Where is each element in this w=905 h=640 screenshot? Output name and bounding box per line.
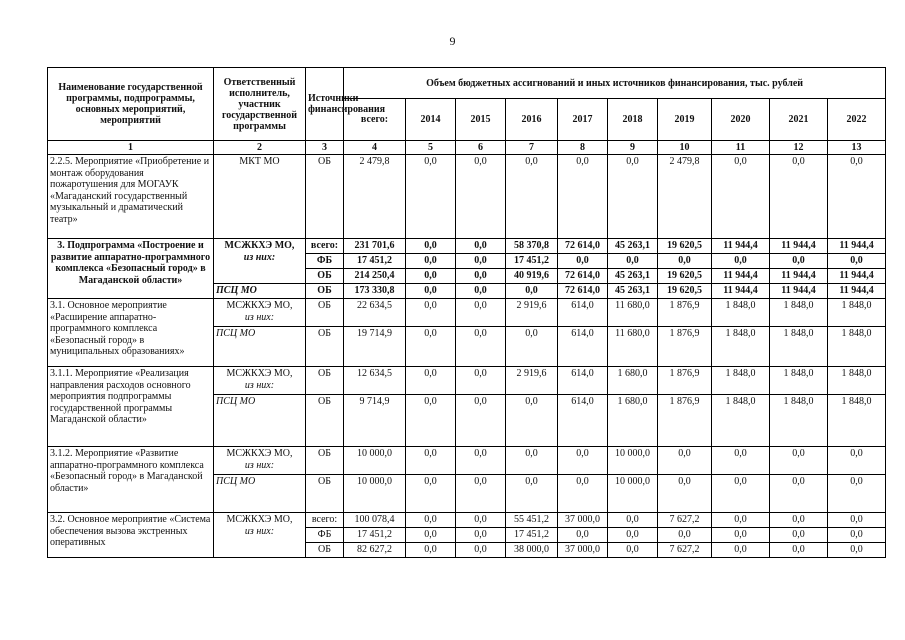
- value-cell: 0,0: [558, 254, 608, 269]
- value-cell: 1 680,0: [608, 367, 658, 395]
- row-source: ФБ: [306, 528, 344, 543]
- value-cell: 10 000,0: [608, 447, 658, 475]
- value-cell: 38 000,0: [506, 543, 558, 558]
- value-cell: 0,0: [608, 528, 658, 543]
- value-cell: 0,0: [456, 528, 506, 543]
- header-year: 2018: [608, 99, 658, 141]
- row-name: 3.2. Основное мероприятие «Система обеспечения вызова экстренных оперативных: [48, 513, 214, 558]
- value-cell: 1 876,9: [658, 395, 712, 447]
- value-cell: 19 620,5: [658, 269, 712, 284]
- value-cell: 0,0: [506, 475, 558, 513]
- value-cell: 0,0: [658, 254, 712, 269]
- page-number: 9: [449, 34, 456, 48]
- row-executor: ПСЦ МО: [214, 475, 306, 513]
- value-cell: 55 451,2: [506, 513, 558, 528]
- value-cell: 37 000,0: [558, 543, 608, 558]
- value-cell: 0,0: [406, 327, 456, 367]
- value-cell: 7 627,2: [658, 543, 712, 558]
- header-year: 2015: [456, 99, 506, 141]
- value-cell: 1 848,0: [770, 395, 828, 447]
- value-cell: 0,0: [406, 367, 456, 395]
- value-cell: 72 614,0: [558, 284, 608, 299]
- header-total: всего:: [344, 99, 406, 141]
- value-cell: 45 263,1: [608, 284, 658, 299]
- value-cell: 0,0: [770, 513, 828, 528]
- value-cell: 0,0: [558, 447, 608, 475]
- column-number: 11: [712, 141, 770, 155]
- row-source: ОБ: [306, 299, 344, 327]
- value-cell: 1 848,0: [828, 299, 886, 327]
- value-cell: 2 479,8: [658, 155, 712, 239]
- value-cell: 1 876,9: [658, 367, 712, 395]
- header-executor: Ответственный исполнитель, участник государственной программы: [214, 68, 306, 141]
- row-name: 2.2.5. Мероприятие «Приобретение и монтаж оборудования пожаротушения для МОГАУК «Магаданский государственный музыкальный и драматический театр»: [48, 155, 214, 239]
- value-cell: 2 919,6: [506, 299, 558, 327]
- value-cell: 0,0: [828, 543, 886, 558]
- value-cell: 1 848,0: [828, 367, 886, 395]
- header-year: 2020: [712, 99, 770, 141]
- executor-sub: из них:: [243, 251, 276, 263]
- row-name: 3.1. Основное мероприятие «Расширение аппаратно-программного комплекса «Безопасный город» в муниципальных образованиях»: [48, 299, 214, 367]
- header-row: [48, 68, 886, 99]
- value-cell: 1 876,9: [658, 299, 712, 327]
- value-cell: 7 627,2: [658, 513, 712, 528]
- value-cell: 11 944,4: [770, 269, 828, 284]
- value-cell: 19 620,5: [658, 239, 712, 254]
- row-source: ФБ: [306, 254, 344, 269]
- column-number: 6: [456, 141, 506, 155]
- value-cell: 0,0: [828, 528, 886, 543]
- header-year: 2022: [828, 99, 886, 141]
- executor-name: МСЖКХЭ МО,: [226, 514, 293, 525]
- row-source: ОБ: [306, 475, 344, 513]
- value-cell: 0,0: [558, 475, 608, 513]
- value-cell: 0,0: [608, 513, 658, 528]
- value-cell: 0,0: [828, 475, 886, 513]
- table-row: [48, 239, 886, 254]
- value-cell: 11 944,4: [712, 269, 770, 284]
- value-cell: 11 944,4: [770, 239, 828, 254]
- value-cell: 0,0: [558, 528, 608, 543]
- value-cell: 0,0: [406, 395, 456, 447]
- value-cell: 72 614,0: [558, 269, 608, 284]
- table-row: [48, 513, 886, 528]
- row-source: ОБ: [306, 269, 344, 284]
- header-year: 2021: [770, 99, 828, 141]
- value-cell: 1 848,0: [712, 395, 770, 447]
- table-row: [48, 447, 886, 475]
- value-cell: 0,0: [712, 254, 770, 269]
- row-executor: [214, 299, 306, 327]
- value-cell: 614,0: [558, 327, 608, 367]
- value-cell: 1 848,0: [770, 299, 828, 327]
- column-numbers-row: [48, 141, 886, 155]
- value-cell: 0,0: [608, 254, 658, 269]
- value-cell: 0,0: [456, 367, 506, 395]
- value-cell: 0,0: [456, 543, 506, 558]
- value-cell: 0,0: [456, 254, 506, 269]
- value-cell: 0,0: [406, 528, 456, 543]
- row-source: всего:: [306, 239, 344, 254]
- value-cell: 9 714,9: [344, 395, 406, 447]
- value-cell: 0,0: [406, 269, 456, 284]
- value-cell: 72 614,0: [558, 239, 608, 254]
- value-cell: 11 944,4: [770, 284, 828, 299]
- value-cell: 0,0: [456, 395, 506, 447]
- value-cell: 614,0: [558, 395, 608, 447]
- value-cell: 0,0: [506, 395, 558, 447]
- value-cell: 0,0: [770, 475, 828, 513]
- column-number: 7: [506, 141, 558, 155]
- value-cell: 0,0: [506, 284, 558, 299]
- value-cell: 10 000,0: [344, 447, 406, 475]
- value-cell: 0,0: [406, 447, 456, 475]
- row-executor: ПСЦ МО: [214, 284, 306, 299]
- column-number: 3: [306, 141, 344, 155]
- column-number: 12: [770, 141, 828, 155]
- value-cell: 12 634,5: [344, 367, 406, 395]
- row-source: ОБ: [306, 395, 344, 447]
- value-cell: 1 848,0: [828, 327, 886, 367]
- value-cell: 100 078,4: [344, 513, 406, 528]
- value-cell: 214 250,4: [344, 269, 406, 284]
- value-cell: 0,0: [456, 327, 506, 367]
- row-name: 3.1.1. Мероприятие «Реализация направления расходов основного мероприятия подпрограммы государственной программы Магаданской области»: [48, 367, 214, 447]
- value-cell: 17 451,2: [344, 254, 406, 269]
- value-cell: 40 919,6: [506, 269, 558, 284]
- executor-sub: из них:: [244, 525, 275, 537]
- row-executor: [214, 239, 306, 284]
- value-cell: 11 944,4: [828, 284, 886, 299]
- header-name: Наименование государственной программы, подпрограммы, основных мероприятий, мероприятий: [48, 68, 214, 141]
- column-number: 13: [828, 141, 886, 155]
- value-cell: 0,0: [506, 155, 558, 239]
- value-cell: 17 451,2: [344, 528, 406, 543]
- value-cell: 0,0: [406, 475, 456, 513]
- value-cell: 0,0: [406, 543, 456, 558]
- value-cell: 2 479,8: [344, 155, 406, 239]
- table-row: [48, 367, 886, 395]
- value-cell: 2 919,6: [506, 367, 558, 395]
- executor-name: МСЖКХЭ МО,: [226, 300, 293, 311]
- value-cell: 0,0: [456, 513, 506, 528]
- value-cell: 0,0: [406, 299, 456, 327]
- value-cell: 11 944,4: [712, 284, 770, 299]
- value-cell: 82 627,2: [344, 543, 406, 558]
- row-executor: [214, 447, 306, 475]
- column-number: 8: [558, 141, 608, 155]
- value-cell: 58 370,8: [506, 239, 558, 254]
- executor-sub: из них:: [244, 379, 275, 391]
- executor-name: МСЖКХЭ МО,: [224, 240, 295, 251]
- value-cell: 1 848,0: [712, 367, 770, 395]
- value-cell: 11 944,4: [828, 239, 886, 254]
- value-cell: 0,0: [770, 155, 828, 239]
- row-name: 3. Подпрограмма «Построение и развитие аппаратно-программного комплекса «Безопасный город» в Магаданской области»: [48, 239, 214, 299]
- value-cell: 0,0: [828, 513, 886, 528]
- value-cell: 0,0: [712, 528, 770, 543]
- value-cell: 0,0: [712, 543, 770, 558]
- row-executor: [214, 367, 306, 395]
- budget-table: [47, 67, 886, 558]
- row-executor: ПСЦ МО: [214, 327, 306, 367]
- column-number: 9: [608, 141, 658, 155]
- value-cell: 1 848,0: [770, 367, 828, 395]
- value-cell: 0,0: [558, 155, 608, 239]
- value-cell: 0,0: [506, 447, 558, 475]
- value-cell: 0,0: [406, 284, 456, 299]
- value-cell: 17 451,2: [506, 254, 558, 269]
- value-cell: 231 701,6: [344, 239, 406, 254]
- header-year: 2014: [406, 99, 456, 141]
- executor-name: МСЖКХЭ МО,: [226, 448, 293, 459]
- value-cell: 0,0: [712, 513, 770, 528]
- executor-sub: из них:: [244, 311, 275, 323]
- value-cell: 0,0: [456, 269, 506, 284]
- column-number: 4: [344, 141, 406, 155]
- value-cell: 0,0: [406, 513, 456, 528]
- header-year: 2016: [506, 99, 558, 141]
- value-cell: 19 714,9: [344, 327, 406, 367]
- header-source: Источники финансирования: [306, 68, 344, 141]
- value-cell: 0,0: [828, 447, 886, 475]
- value-cell: 1 680,0: [608, 395, 658, 447]
- value-cell: 0,0: [456, 155, 506, 239]
- value-cell: 22 634,5: [344, 299, 406, 327]
- value-cell: 0,0: [608, 543, 658, 558]
- value-cell: 0,0: [406, 155, 456, 239]
- value-cell: 0,0: [770, 528, 828, 543]
- value-cell: 0,0: [712, 475, 770, 513]
- value-cell: 0,0: [770, 543, 828, 558]
- value-cell: 0,0: [506, 327, 558, 367]
- executor-name: МСЖКХЭ МО,: [226, 368, 293, 379]
- column-number: 1: [48, 141, 214, 155]
- value-cell: 1 848,0: [828, 395, 886, 447]
- value-cell: 45 263,1: [608, 239, 658, 254]
- value-cell: 10 000,0: [344, 475, 406, 513]
- row-source: ОБ: [306, 447, 344, 475]
- value-cell: 614,0: [558, 367, 608, 395]
- value-cell: 11 680,0: [608, 299, 658, 327]
- value-cell: 1 876,9: [658, 327, 712, 367]
- row-source: ОБ: [306, 155, 344, 239]
- value-cell: 0,0: [712, 155, 770, 239]
- row-executor: ПСЦ МО: [214, 395, 306, 447]
- value-cell: 0,0: [456, 447, 506, 475]
- value-cell: 19 620,5: [658, 284, 712, 299]
- value-cell: 11 680,0: [608, 327, 658, 367]
- executor-sub: из них:: [244, 459, 275, 471]
- value-cell: 0,0: [658, 475, 712, 513]
- value-cell: 0,0: [608, 155, 658, 239]
- value-cell: 1 848,0: [712, 327, 770, 367]
- value-cell: 10 000,0: [608, 475, 658, 513]
- header-volume: Объем бюджетных ассигнований и иных источников финансирования, тыс. рублей: [344, 68, 886, 99]
- row-source: ОБ: [306, 367, 344, 395]
- row-executor: [214, 513, 306, 558]
- value-cell: 0,0: [770, 254, 828, 269]
- table-row: [48, 155, 886, 239]
- value-cell: 0,0: [456, 475, 506, 513]
- value-cell: 11 944,4: [828, 269, 886, 284]
- row-source: ОБ: [306, 543, 344, 558]
- row-name: 3.1.2. Мероприятие «Развитие аппаратно-программного комплекса «Безопасный город» в Магаданской области»: [48, 447, 214, 513]
- value-cell: 0,0: [658, 447, 712, 475]
- value-cell: 45 263,1: [608, 269, 658, 284]
- value-cell: 0,0: [406, 254, 456, 269]
- value-cell: 173 330,8: [344, 284, 406, 299]
- column-number: 5: [406, 141, 456, 155]
- value-cell: 11 944,4: [712, 239, 770, 254]
- row-source: ОБ: [306, 284, 344, 299]
- table-row: [48, 299, 886, 327]
- value-cell: 1 848,0: [770, 327, 828, 367]
- value-cell: 0,0: [828, 155, 886, 239]
- row-executor: МКТ МО: [214, 155, 306, 239]
- column-number: 2: [214, 141, 306, 155]
- value-cell: 0,0: [828, 254, 886, 269]
- column-number: 10: [658, 141, 712, 155]
- value-cell: 614,0: [558, 299, 608, 327]
- value-cell: 0,0: [658, 528, 712, 543]
- value-cell: 0,0: [406, 239, 456, 254]
- header-year: 2019: [658, 99, 712, 141]
- value-cell: 0,0: [712, 447, 770, 475]
- row-source: всего:: [306, 513, 344, 528]
- value-cell: 0,0: [456, 239, 506, 254]
- value-cell: 1 848,0: [712, 299, 770, 327]
- value-cell: 0,0: [770, 447, 828, 475]
- value-cell: 37 000,0: [558, 513, 608, 528]
- row-source: ОБ: [306, 327, 344, 367]
- value-cell: 17 451,2: [506, 528, 558, 543]
- value-cell: 0,0: [456, 299, 506, 327]
- header-year: 2017: [558, 99, 608, 141]
- value-cell: 0,0: [456, 284, 506, 299]
